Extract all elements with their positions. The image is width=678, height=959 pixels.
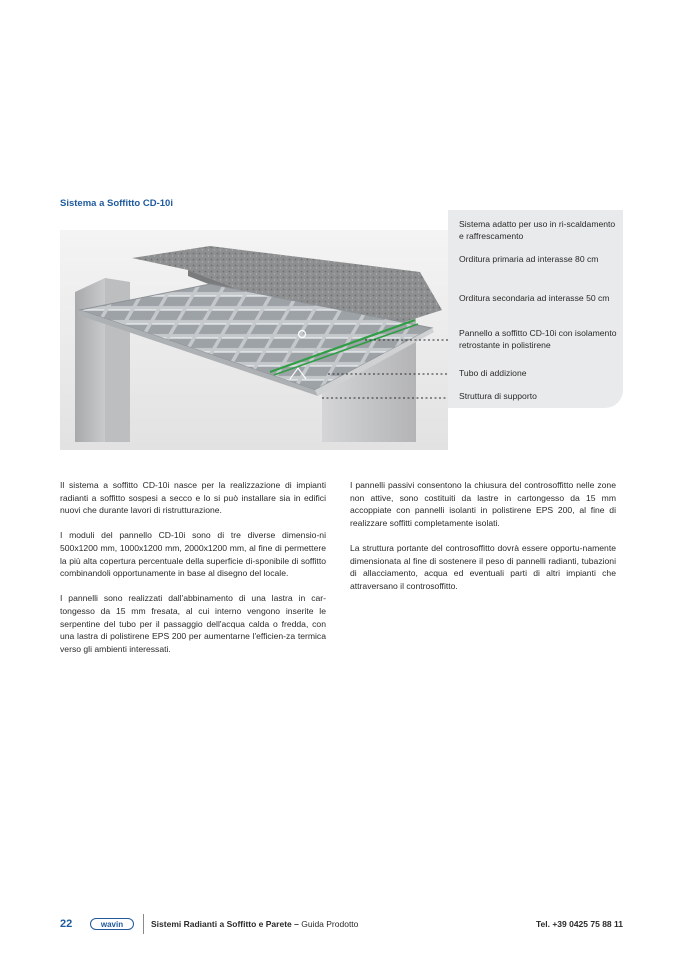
paragraph: I moduli del pannello CD-10i sono di tre diverse dimensio-ni 500x1200 mm, 1000x1200 mm, 2000x1200 mm, al fine di permettere la più alta copertura percentuale della superficie di-sponibile di soffitto combinandoli opportunamente in base al disegno del locale. — [60, 530, 326, 579]
footer-title-bold: Sistemi Radianti a Soffitto e Parete – — [151, 919, 299, 929]
body-column-right — [350, 479, 616, 605]
footer — [60, 914, 625, 934]
legend-item: Orditura primaria ad interasse 80 cm — [459, 254, 599, 264]
legend-item: Struttura di supporto — [459, 391, 537, 401]
footer-phone: Tel. +39 0425 75 88 11 — [535, 919, 623, 929]
wavin-logo-mark — [95, 920, 129, 928]
legend-item: Pannello a soffitto CD-10i con isolamento retrostante in polistirene — [459, 328, 617, 350]
footer-divider — [143, 914, 144, 934]
footer-title-rest: Guida Prodotto — [298, 919, 359, 929]
page-number: 22 — [60, 918, 73, 930]
paragraph: I pannelli sono realizzati dall'abbinamento di una lastra in car-tongesso da 15 mm fresata, al cui interno vengono inserite le serpentine del tubo per il passaggio dell'acqua calda o fredda, con una lastra di polistirene EPS 200 per aumentarne l'efficien-za termica verso gli ambienti interessati. — [60, 593, 326, 654]
paragraph: Il sistema a soffitto CD-10i nasce per la realizzazione di impianti radianti a soffitto sospesi a secco e lo si può installare sia in edifici nuovi che durante lavori di ristrutturazione. — [60, 480, 326, 516]
paragraph: I pannelli passivi consentono la chiusura del controsoffitto nelle zone non attive, sono costituiti da lastre in cartongesso da 15 mm accoppiate con pannelli isolanti in polistirene EPS 200, al fine di realizzare soffitti completamente isolati. — [350, 480, 616, 528]
paragraph: La struttura portante del controsoffitto dovrà essere opportu-namente dimensionata al fine di sostenere il peso di pannelli radianti, tubazioni di allacciamento, acqua ed eventuali parti di altri impianti che attraversano il controsoffitto. — [350, 542, 616, 591]
body-column-left — [60, 479, 326, 668]
section-title: Sistema a Soffitto CD-10i — [60, 198, 173, 209]
legend-item: Sistema adatto per uso in ri-scaldamento e raffrescamento — [459, 219, 616, 241]
footer-title — [151, 919, 358, 929]
legend-panel — [448, 210, 623, 408]
wavin-logo — [90, 918, 134, 930]
wavin-logo-text: wavin — [100, 920, 124, 928]
legend-item: Tubo di addizione — [459, 368, 527, 378]
legend-item: Orditura secondaria ad interasse 50 cm — [459, 293, 610, 303]
